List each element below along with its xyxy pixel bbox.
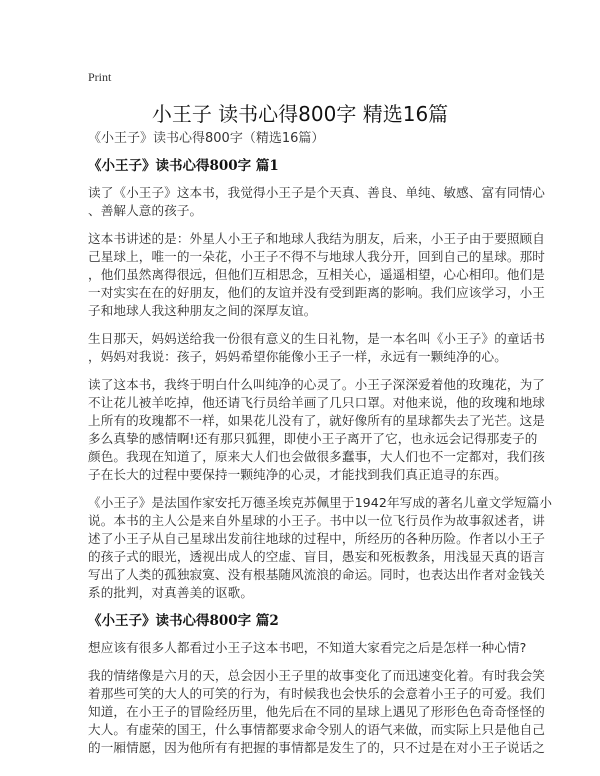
paragraph bbox=[88, 376, 545, 484]
section-heading: 《小王子》读书心得800字 篇2 bbox=[88, 613, 279, 629]
paragraph-line: 上所有的玫瑰都不一样，如果花儿没有了，就好像所有的星球都失去了光芒。这是 bbox=[88, 413, 545, 428]
paragraph-line: 读了《小王子》这本书，我觉得小王子是个天真、善良、单纯、敏感、富有同情心 bbox=[88, 185, 545, 200]
paragraph-line: 生日那天，妈妈送给我一份很有意义的生日礼物，是一本名叫《小王子》的童话书 bbox=[88, 331, 545, 346]
paragraph-line: 《小王子》是法国作家安托万德圣埃克苏佩里于1942年写成的著名儿童文学短篇小 bbox=[88, 495, 553, 510]
paragraph-line: 想应该有很多人都看过小王子这本书吧，不知道大家看完之后是怎样一种心情? bbox=[88, 640, 527, 655]
paragraph-line: 知道，在小王子的冒险经历里，他先后在不同的星球上遇见了形形色色奇奇怪怪的 bbox=[88, 704, 545, 719]
paragraph bbox=[88, 667, 545, 757]
section-heading: 《小王子》读书心得800字 篇1 bbox=[88, 158, 279, 174]
paragraph bbox=[88, 639, 527, 657]
paragraph-line: 说。本书的主人公是来自外星球的小王子。书中以一位飞行员作为故事叙述者，讲 bbox=[88, 513, 545, 528]
paragraph bbox=[88, 230, 545, 320]
paragraph-line: 系的批判，对真善美的讴歌。 bbox=[88, 585, 254, 600]
paragraph-line: ，他们虽然离得很远，但他们互相思念，互相关心，遥遥相望，心心相印。他们是 bbox=[88, 267, 545, 282]
document-body bbox=[88, 130, 553, 767]
document-title: 小王子 读书心得800字 精选16篇 bbox=[151, 102, 449, 126]
paragraph-line: 己星球上，唯一的一朵花，小王子不得不与地球人我分开，回到自己的星球。那时 bbox=[88, 249, 545, 264]
print-label: Print bbox=[88, 70, 112, 84]
paragraph-line: 大人。有虚荣的国王，什么事情都要求命令别人的语气来做，而实际上只是他自己 bbox=[88, 722, 545, 737]
paragraph bbox=[88, 330, 545, 366]
paragraph-line: 多么真挚的感情啊!还有那只狐狸，即使小王子离开了它，也永远会记得那麦子的 bbox=[88, 431, 538, 446]
document-subtitle: 《小王子》读书心得800字（精选16篇） bbox=[88, 131, 325, 146]
paragraph-line: 着那些可笑的大人的可笑的行为，有时候我也会快乐的会意着小王子的可爱。我们 bbox=[88, 686, 545, 701]
paragraph bbox=[88, 184, 545, 220]
paragraph-line: 子在长大的过程中要保持一颗纯净的心灵，才能找到我们真正追寻的东西。 bbox=[88, 467, 507, 482]
paragraph-line: 的孩子式的眼光，透视出成人的空虚、盲目，愚妄和死板教条，用浅显天真的语言 bbox=[88, 549, 545, 564]
paragraph bbox=[88, 494, 553, 602]
paragraph-line: 子和地球人我这种朋友之间的深厚友谊。 bbox=[88, 303, 317, 318]
paragraph-line: ，妈妈对我说：孩子，妈妈希望你能像小王子一样，永远有一颗纯净的心。 bbox=[88, 349, 507, 364]
paragraph-line: 读了这本书，我终于明白什么叫纯净的心灵了。小王子深深爱着他的玫瑰花，为了 bbox=[88, 377, 545, 392]
paragraph-line: 不让花儿被羊吃掉，他还请飞行员给羊画了几只口罩。对他来说，他的玫瑰和地球 bbox=[88, 395, 545, 410]
paragraph-line: 颜色。我现在知道了，原来大人们也会做很多蠢事，大人们也不一定都对，我们孩 bbox=[88, 449, 545, 464]
paragraph-line: 述了小王子从自己星球出发前往地球的过程中，所经历的各种历险。作者以小王子 bbox=[88, 531, 545, 546]
paragraph-line: 、善解人意的孩子。 bbox=[88, 203, 203, 218]
paragraph-line: 的一厢情愿，因为他所有有把握的事情都是发生了的，只不过是在对小王子说话之 bbox=[88, 740, 545, 755]
paragraph-line: 写出了人类的孤独寂寞、没有根基随风流浪的命运。同时，也表达出作者对金钱关 bbox=[88, 567, 545, 582]
paragraph-line: 这本书讲述的是：外星人小王子和地球人我结为朋友，后来，小王子由于要照顾自 bbox=[88, 231, 545, 246]
paragraph-line: 一对实实在在的好朋友，他们的友谊并没有受到距离的影响。我们应该学习，小王 bbox=[88, 285, 545, 300]
paragraph-line: 我的情绪像是六月的天，总会因小王子里的故事变化了而迅速变化着。有时我会笑 bbox=[88, 668, 545, 683]
